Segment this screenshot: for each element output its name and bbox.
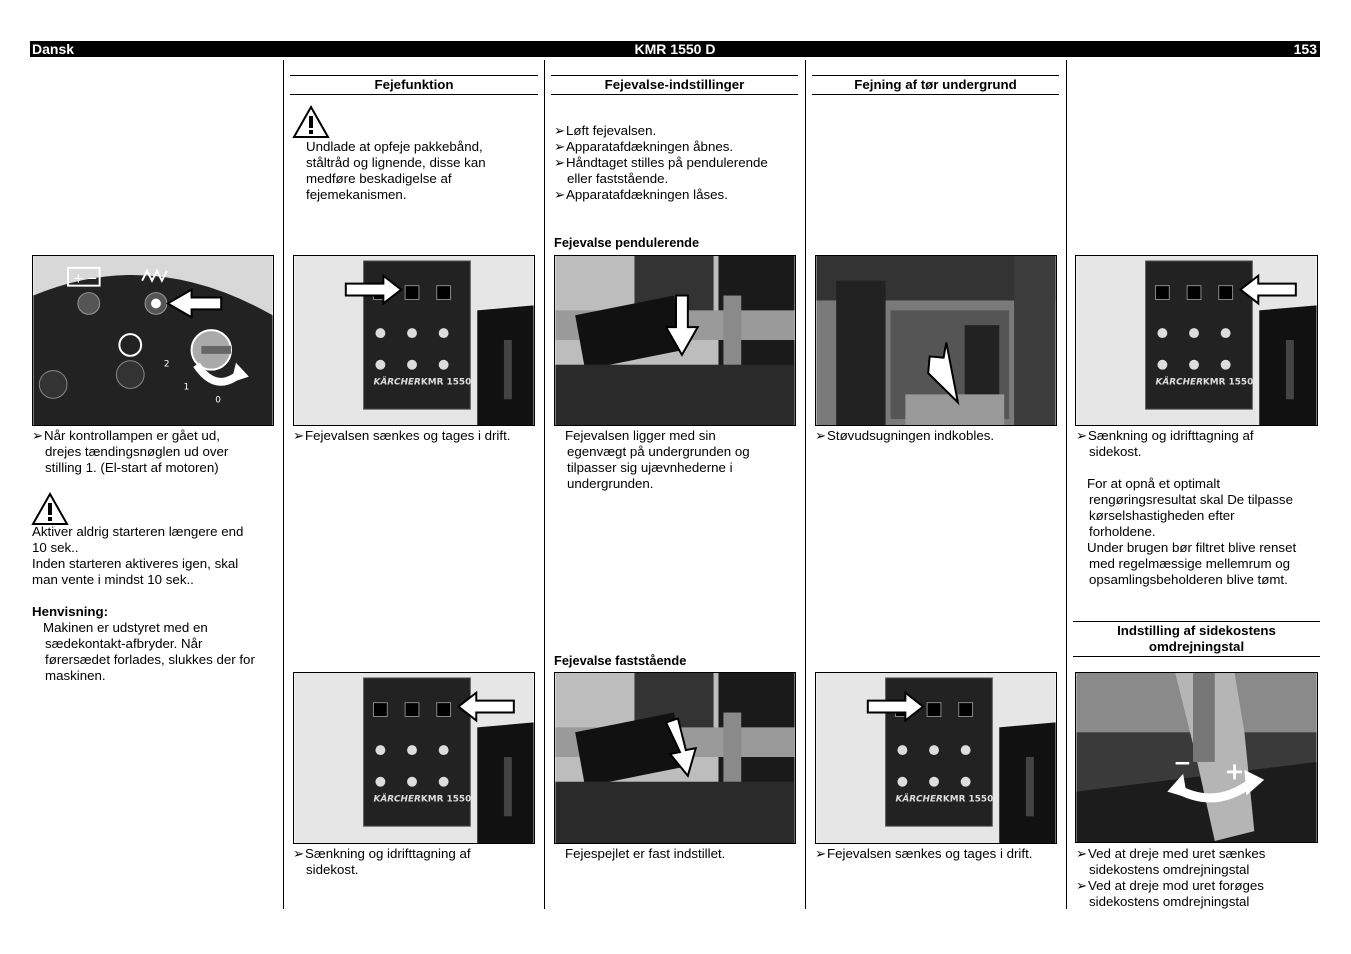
body-text: Fejespejlet er fast indstillet. — [565, 846, 726, 861]
body-text: kørselshastigheden efter — [1089, 508, 1235, 523]
panel-model-text: KMR 1550 — [942, 794, 994, 805]
control-panel-illustration — [816, 673, 1056, 843]
column-divider — [1066, 60, 1067, 909]
bullet-text-line: eller faststående. — [567, 171, 669, 186]
bullet-text-line: sidekostens omdrejningstal — [1089, 862, 1250, 877]
bullet-arrow-icon: ➢ — [293, 846, 305, 861]
bullet-arrow-icon: ➢ — [1076, 878, 1088, 893]
bullet-arrow-icon: ➢ — [554, 155, 566, 170]
note-text: førersædet forlades, slukkes der for — [45, 652, 255, 667]
note-title: Henvisning: — [32, 604, 109, 619]
body-text: egenvægt på undergrunden og — [567, 444, 750, 459]
body-text: undergrunden. — [567, 476, 654, 491]
bullet-arrow-icon: ➢ — [1076, 428, 1088, 443]
section-title-sidekost-omdrejningstal — [1073, 621, 1320, 657]
bullet-text: Ved at dreje mod uret forøges — [1088, 878, 1264, 893]
key-position-0-label: 0 — [215, 395, 221, 406]
bullet-text: Apparatafdækningen låses. — [566, 187, 728, 202]
warning-text: ståltråd og lignende, disse kan — [306, 155, 486, 170]
column-divider — [805, 60, 806, 909]
bullet-arrow-icon: ➢ — [554, 139, 566, 154]
bullet-text-line: drejes tændingsnøglen ud over — [45, 444, 229, 459]
subsection-title: Fejevalse faststående — [554, 653, 687, 668]
panel-model-text: KMR 1550 — [420, 794, 472, 805]
section-title-fejning-tor-undergrund: Fejning af tør undergrund — [812, 75, 1059, 95]
sweeper-lever-photo — [554, 672, 796, 844]
body-text: rengøringsresultat skal De tilpasse — [1089, 492, 1293, 507]
panel-brand-text: KÄRCHER — [373, 794, 421, 805]
bullet-text: Ved at dreje med uret sænkes — [1088, 846, 1266, 861]
subsection-title: Fejevalse pendulerende — [554, 235, 700, 250]
body-text: med regelmæssige mellemrum og — [1089, 556, 1290, 571]
bullet-arrow-icon: ➢ — [293, 428, 305, 443]
ignition-panel-illustration — [33, 256, 273, 425]
control-panel-photo — [1075, 255, 1318, 426]
note-text: Makinen er udstyret med en — [43, 620, 208, 635]
control-panel-photo — [815, 672, 1057, 844]
bullet-text: Håndtaget stilles på pendulerende — [566, 155, 768, 170]
bullet-arrow-icon: ➢ — [32, 428, 44, 443]
warning-text: medføre beskadigelse af — [306, 171, 452, 186]
bullet-text: Fejevalsen sænkes og tages i drift. — [305, 428, 511, 443]
section-title-fejefunktion: Fejefunktion — [290, 75, 538, 95]
section-title-line: Indstilling af sidekostens — [1117, 623, 1276, 638]
warning-text: Inden starteren aktiveres igen, skal — [32, 556, 239, 571]
panel-model-text: KMR 1550 — [1202, 377, 1254, 388]
control-panel-illustration — [294, 673, 534, 843]
sweeper-lever-illustration — [555, 256, 795, 425]
column-divider — [544, 60, 545, 909]
bullet-arrow-icon: ➢ — [815, 428, 827, 443]
body-text: For at opnå et optimalt — [1087, 476, 1221, 491]
body-text: opsamlingsbeholderen blive tømt. — [1089, 572, 1288, 587]
warning-text: fejemekanismen. — [306, 187, 407, 202]
bullet-text: Apparatafdækningen åbnes. — [566, 139, 734, 154]
body-text: tilpasser sig ujævnhederne i — [567, 460, 733, 475]
warning-triangle-icon — [31, 492, 69, 526]
note-text: maskinen. — [45, 668, 106, 683]
bullet-text: Når kontrollampen er gået ud, — [44, 428, 220, 443]
sweeper-lever-photo — [554, 255, 796, 426]
warning-text: Aktiver aldrig starteren længere end — [32, 524, 244, 539]
side-brush-knob-illustration — [1076, 673, 1317, 842]
section-title-line: omdrejningstal — [1148, 639, 1245, 654]
bullet-text: Støvudsugningen indkobles. — [827, 428, 995, 443]
bullet-text: Løft fejevalsen. — [566, 123, 657, 138]
warning-text: Undlade at opfeje pakkebånd, — [306, 139, 483, 154]
sweeper-lever-illustration — [555, 673, 795, 843]
header-page-number: 153 — [1293, 41, 1317, 57]
bullet-text: Sænkning og idrifttagning af — [305, 846, 471, 861]
battery-minus-label: − — [86, 271, 98, 287]
panel-model-text: KMR 1550 — [420, 377, 472, 388]
page-header — [30, 41, 1320, 57]
bullet-text-line: stilling 1. (El-start af motoren) — [45, 460, 219, 475]
bullet-arrow-icon: ➢ — [554, 123, 566, 138]
section-title-fejevalse-indstillinger: Fejevalse-indstillinger — [551, 75, 798, 95]
battery-plus-label: + — [72, 271, 84, 287]
body-text: Under brugen bør filtret blive renset — [1087, 540, 1297, 555]
bullet-text: Fejevalsen sænkes og tages i drift. — [827, 846, 1033, 861]
warning-triangle-icon — [292, 105, 330, 139]
header-model: KMR 1550 D — [634, 41, 716, 57]
header-language: Dansk — [32, 41, 75, 57]
control-panel-illustration — [294, 256, 534, 425]
plus-label: + — [1224, 757, 1245, 786]
column-divider — [283, 60, 284, 909]
bullet-text-line: sidekostens omdrejningstal — [1089, 894, 1250, 909]
control-panel-photo — [293, 672, 535, 844]
side-brush-knob-photo — [1075, 672, 1318, 843]
minus-label: − — [1173, 750, 1192, 776]
panel-brand-text: KÄRCHER — [1155, 377, 1203, 388]
ignition-panel-photo — [32, 255, 274, 426]
bullet-arrow-icon: ➢ — [1076, 846, 1088, 861]
panel-brand-text: KÄRCHER — [895, 794, 943, 805]
bullet-text: Sænkning og idrifttagning af — [1088, 428, 1254, 443]
key-position-2-label: 2 — [163, 359, 170, 370]
warning-text: 10 sek.. — [32, 540, 79, 555]
dust-extraction-illustration — [816, 256, 1056, 425]
bullet-arrow-icon: ➢ — [815, 846, 827, 861]
bullet-text-line: sidekost. — [306, 862, 359, 877]
bullet-arrow-icon: ➢ — [554, 187, 566, 202]
note-text: sædekontakt-afbryder. Når — [45, 636, 203, 651]
warning-text: man vente i mindst 10 sek.. — [32, 572, 194, 587]
control-panel-illustration — [1076, 256, 1317, 425]
panel-brand-text: KÄRCHER — [373, 377, 421, 388]
key-position-1-label: 1 — [183, 382, 190, 393]
control-panel-photo — [293, 255, 535, 426]
body-text: Fejevalsen ligger med sin — [565, 428, 716, 443]
body-text: forholdene. — [1089, 524, 1156, 539]
dust-extraction-photo — [815, 255, 1057, 426]
bullet-text-line: sidekost. — [1089, 444, 1142, 459]
